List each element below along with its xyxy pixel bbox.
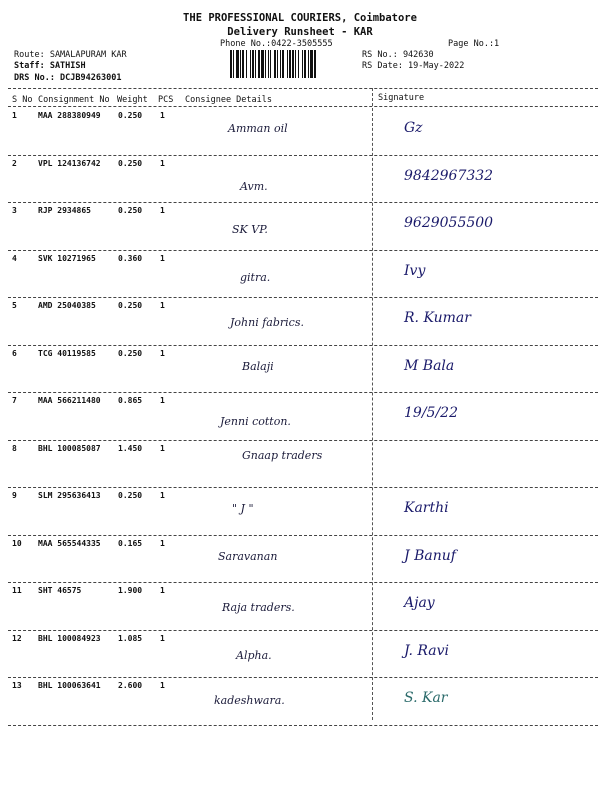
consignee-details: Jenni cotton. bbox=[220, 415, 291, 428]
signature-cell bbox=[376, 348, 596, 392]
page-number: Page No.:1 bbox=[448, 39, 500, 49]
signature-text: S. Kar bbox=[404, 690, 448, 706]
pieces-count: 1 bbox=[160, 586, 165, 595]
barcode bbox=[230, 50, 356, 78]
consignment-number: SHT 46575 bbox=[38, 586, 82, 595]
consignee-details: Balaji bbox=[242, 359, 274, 373]
barcode-bar bbox=[302, 50, 303, 78]
row-rule bbox=[8, 725, 598, 726]
header-bottom-rule bbox=[8, 106, 598, 107]
serial-number: 3 bbox=[12, 206, 17, 215]
signature-text: Ivy bbox=[404, 262, 426, 279]
consignment-number: RJP 2934865 bbox=[38, 206, 91, 215]
consignee-details: Alpha. bbox=[236, 648, 272, 662]
table-row bbox=[0, 583, 600, 631]
serial-number: 11 bbox=[12, 586, 22, 595]
table-row bbox=[0, 346, 600, 394]
barcode-bar bbox=[308, 50, 309, 78]
barcode-bar bbox=[265, 50, 266, 78]
barcode-bar bbox=[233, 50, 234, 78]
weight-value: 0.865 bbox=[118, 396, 143, 405]
weight-value: 0.250 bbox=[118, 111, 143, 120]
signature-cell bbox=[376, 253, 596, 297]
signature-text: Karthi bbox=[404, 500, 449, 516]
barcode-bar bbox=[277, 50, 278, 78]
serial-number: 13 bbox=[12, 681, 22, 690]
consignee-details: Saravanan bbox=[218, 549, 278, 563]
consignment-number: AMD 25040385 bbox=[38, 301, 96, 310]
barcode-bar bbox=[282, 50, 284, 78]
consignment-number: SLM 295636413 bbox=[38, 491, 101, 500]
barcode-bar bbox=[287, 50, 288, 78]
signature-cell bbox=[376, 538, 596, 582]
table-row bbox=[0, 203, 600, 251]
signature-text: Gz bbox=[404, 120, 423, 136]
barcode-bar bbox=[246, 50, 247, 78]
consignment-number: MAA 565544335 bbox=[38, 538, 101, 548]
signature-cell bbox=[376, 633, 596, 677]
pieces-count: 1 bbox=[160, 491, 165, 500]
barcode-bar bbox=[280, 50, 281, 78]
rs-date: RS Date: 19-May-2022 bbox=[362, 61, 465, 71]
signature-cell bbox=[376, 443, 596, 487]
table-row bbox=[0, 251, 600, 299]
barcode-bar bbox=[236, 50, 239, 78]
consignment-number: MAA 566211480 bbox=[38, 396, 101, 405]
barcode-bar bbox=[298, 50, 299, 78]
barcode-bar bbox=[261, 50, 264, 78]
pieces-count: 1 bbox=[160, 301, 165, 310]
col-sno: S No bbox=[12, 95, 33, 105]
signature-cell bbox=[376, 585, 596, 629]
pieces-count: 1 bbox=[160, 158, 165, 168]
barcode-bar bbox=[250, 50, 251, 78]
pieces-count: 1 bbox=[160, 253, 165, 263]
serial-number: 10 bbox=[12, 538, 22, 548]
col-weight: Weight bbox=[117, 95, 148, 105]
rs-number: RS No.: 942630 bbox=[362, 50, 434, 60]
table-row bbox=[0, 393, 600, 441]
serial-number: 7 bbox=[12, 396, 17, 405]
barcode-bar bbox=[242, 50, 244, 78]
staff-label: Staff: SATHISH bbox=[14, 61, 86, 71]
col-consignment: Consignment No bbox=[38, 95, 110, 105]
signature-cell bbox=[376, 205, 596, 249]
pieces-count: 1 bbox=[160, 348, 165, 358]
pieces-count: 1 bbox=[160, 111, 165, 120]
signature-text: J. Ravi bbox=[404, 642, 450, 659]
consignee-details: Gnaap traders bbox=[242, 448, 323, 462]
signature-cell bbox=[376, 490, 596, 534]
weight-value: 1.085 bbox=[118, 633, 143, 643]
serial-number: 12 bbox=[12, 633, 22, 643]
signature-text: M Bala bbox=[404, 357, 455, 374]
weight-value: 0.250 bbox=[118, 158, 143, 168]
table-row bbox=[0, 298, 600, 346]
barcode-bar bbox=[295, 50, 296, 78]
signature-cell bbox=[376, 680, 596, 724]
pieces-count: 1 bbox=[160, 396, 165, 405]
signature-cell bbox=[376, 300, 596, 344]
col-pcs: PCS bbox=[158, 95, 174, 105]
serial-number: 4 bbox=[12, 253, 17, 263]
col-signature: Signature bbox=[378, 93, 425, 103]
consignee-details: Amman oil bbox=[228, 122, 288, 135]
pieces-count: 1 bbox=[160, 443, 165, 453]
table-row bbox=[0, 536, 600, 584]
consignment-number: TCG 40119585 bbox=[38, 348, 96, 358]
consignment-number: SVK 10271965 bbox=[38, 253, 96, 263]
serial-number: 8 bbox=[12, 443, 17, 453]
serial-number: 5 bbox=[12, 301, 17, 310]
barcode-bar bbox=[258, 50, 260, 78]
barcode-bar bbox=[292, 50, 294, 78]
barcode-bar bbox=[304, 50, 306, 78]
pieces-count: 1 bbox=[160, 633, 165, 643]
barcode-bar bbox=[314, 50, 316, 78]
consignee-details: gitra. bbox=[240, 270, 271, 284]
header-top-rule bbox=[8, 88, 598, 89]
serial-number: 9 bbox=[12, 491, 17, 500]
company-title: THE PROFESSIONAL COURIERS, Coimbatore bbox=[183, 12, 417, 24]
signature-text: 19/5/22 bbox=[404, 405, 458, 421]
consignment-number: BHL 100084923 bbox=[38, 633, 101, 643]
pieces-count: 1 bbox=[160, 538, 165, 548]
pieces-count: 1 bbox=[160, 681, 165, 690]
runsheet-title: Delivery Runsheet - KAR bbox=[227, 26, 373, 38]
barcode-bar bbox=[252, 50, 254, 78]
serial-number: 2 bbox=[12, 158, 17, 168]
barcode-bar bbox=[270, 50, 271, 78]
signature-text: 9842967332 bbox=[404, 167, 494, 184]
consignee-details: Raja traders. bbox=[222, 601, 295, 614]
table-row bbox=[0, 156, 600, 204]
signature-text: Ajay bbox=[404, 595, 435, 611]
route-label: Route: SAMALAPURAM KAR bbox=[14, 50, 127, 60]
col-consignee: Consignee Details bbox=[185, 95, 272, 105]
weight-value: 2.600 bbox=[118, 681, 143, 690]
consignee-details: Avm. bbox=[240, 179, 268, 193]
phone-number: Phone No.:0422-3505555 bbox=[220, 39, 333, 49]
weight-value: 0.250 bbox=[118, 348, 143, 358]
barcode-bar bbox=[240, 50, 241, 78]
weight-value: 0.250 bbox=[118, 491, 143, 500]
signature-text: 9629055500 bbox=[404, 215, 494, 231]
barcode-bar bbox=[289, 50, 291, 78]
barcode-bar bbox=[255, 50, 256, 78]
barcode-bar bbox=[268, 50, 269, 78]
weight-value: 0.165 bbox=[118, 538, 143, 548]
consignment-number: MAA 288380949 bbox=[38, 111, 101, 120]
table-row bbox=[0, 678, 600, 726]
table-row bbox=[0, 108, 600, 156]
consignee-details: " J " bbox=[232, 502, 254, 515]
table-row bbox=[0, 631, 600, 679]
serial-number: 1 bbox=[12, 111, 17, 120]
table-row bbox=[0, 488, 600, 536]
signature-cell bbox=[376, 158, 596, 202]
consignee-details: kadeshwara. bbox=[214, 694, 285, 707]
signature-cell bbox=[376, 395, 596, 439]
consignment-number: BHL 100063641 bbox=[38, 681, 101, 690]
signature-cell bbox=[376, 110, 596, 154]
drs-number: DRS No.: DCJB94263001 bbox=[14, 73, 122, 83]
weight-value: 0.250 bbox=[118, 206, 143, 215]
weight-value: 0.250 bbox=[118, 301, 143, 310]
consignment-number: VPL 124136742 bbox=[38, 158, 101, 168]
barcode-bar bbox=[310, 50, 313, 78]
pieces-count: 1 bbox=[160, 206, 165, 215]
barcode-bar bbox=[230, 50, 232, 78]
signature-text: J Banuf bbox=[404, 547, 456, 564]
serial-number: 6 bbox=[12, 348, 17, 358]
consignee-details: Johni fabrics. bbox=[230, 316, 304, 329]
weight-value: 1.450 bbox=[118, 443, 143, 453]
consignment-number: BHL 100085087 bbox=[38, 443, 101, 453]
weight-value: 1.900 bbox=[118, 586, 143, 595]
consignee-details: SK VP. bbox=[232, 223, 268, 236]
table-row bbox=[0, 441, 600, 489]
signature-text: R. Kumar bbox=[404, 310, 471, 326]
weight-value: 0.360 bbox=[118, 253, 143, 263]
barcode-bar bbox=[274, 50, 276, 78]
